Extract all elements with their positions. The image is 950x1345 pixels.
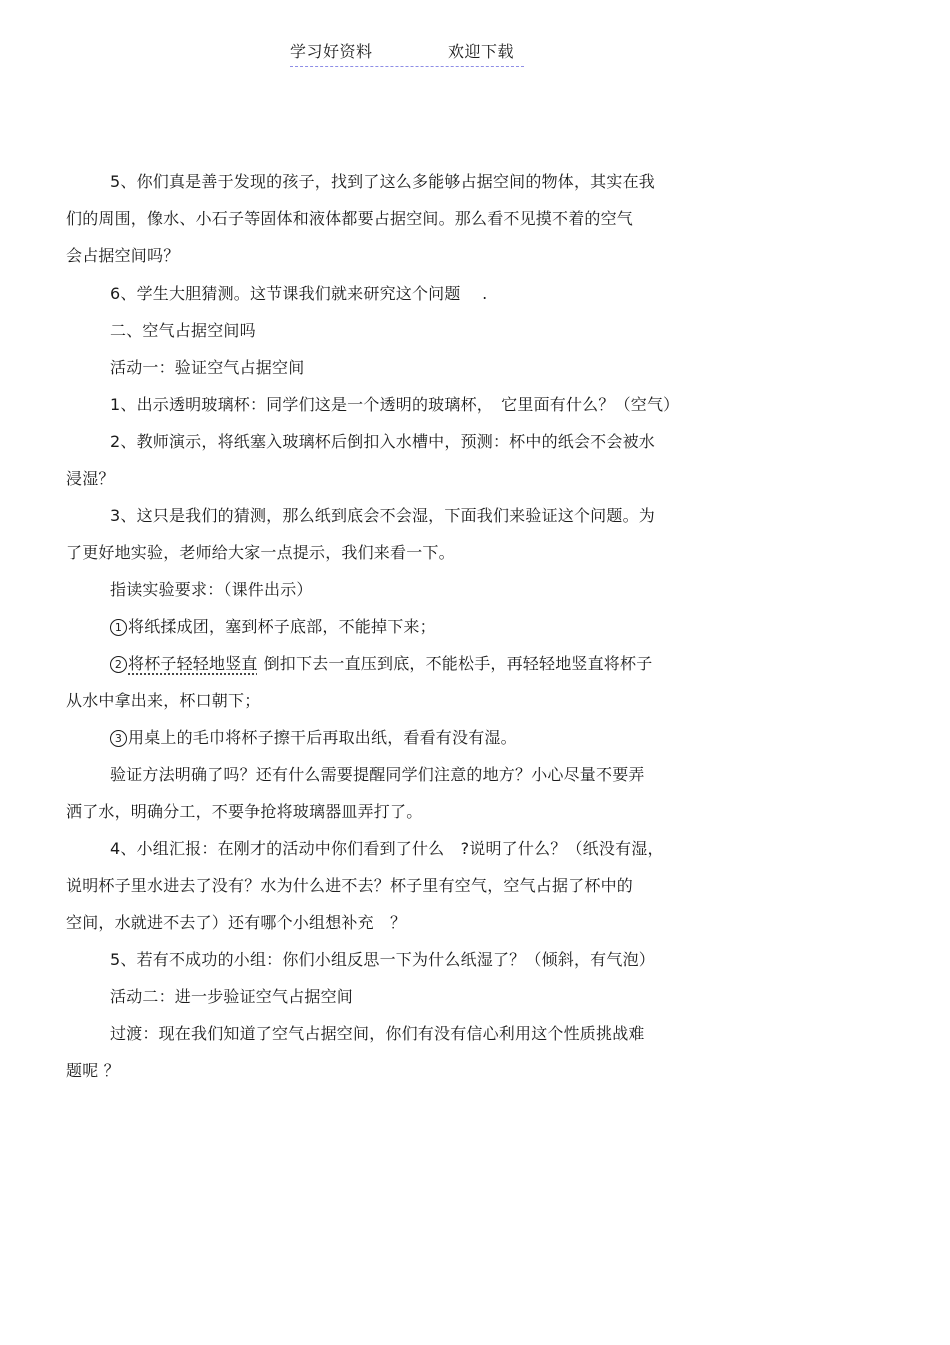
circled-number-marker: 2 — [110, 656, 127, 673]
paragraph-line: 说明杯子里水进去了没有？水为什么进不去？杯子里有空气，空气占据了杯中的 — [66, 876, 634, 895]
paragraph-line: 验证方法明确了吗？还有什么需要提醒同学们注意的地方？小心尽量不要弄 — [110, 765, 645, 784]
paragraph-line: 洒了水，明确分工，不要争抢将玻璃器皿弄打了。 — [66, 802, 423, 821]
paragraph-line: 1、出示透明玻璃杯：同学们这是一个透明的玻璃杯， 它里面有什么？（空气） — [110, 395, 680, 414]
activity-heading: 活动一：验证空气占据空间 — [110, 358, 305, 377]
step-text: 将纸揉成团，塞到杯子底部，不能掉下来； — [128, 617, 436, 636]
header-left-text: 学习好资料 — [290, 42, 373, 61]
step-text: 用桌上的毛巾将杯子擦干后再取出纸，看看有没有湿。 — [128, 728, 517, 747]
step-text-emphasis: 将杯子轻轻地竖直 — [128, 654, 258, 673]
page-header — [290, 40, 524, 67]
paragraph-line: 2、教师演示，将纸塞入玻璃杯后倒扣入水槽中，预测：杯中的纸会不会被水 — [110, 432, 655, 451]
step-text: 倒扣下去一直压到底，不能松手，再轻轻地竖直将杯子 — [263, 654, 653, 673]
circled-number-marker: 3 — [110, 730, 127, 747]
paragraph-line: 3、这只是我们的猜测，那么纸到底会不会湿，下面我们来验证这个问题。为 — [110, 506, 655, 525]
paragraph-line: 了更好地实验，老师给大家一点提示，我们来看一下。 — [66, 543, 455, 562]
paragraph-line: 们的周围，像水、小石子等固体和液体都要占据空间。那么看不见摸不着的空气 — [66, 209, 634, 228]
paragraph-line: 6、学生大胆猜测。这节课我们就来研究这个问题 . — [110, 284, 488, 303]
paragraph-line: 题呢 ？ — [66, 1061, 120, 1080]
step-item — [110, 652, 652, 676]
paragraph-line: 4、小组汇报：在刚才的活动中你们看到了什么 ?说明了什么？（纸没有湿， — [110, 839, 664, 858]
paragraph-line: 会占据空间吗？ — [66, 246, 180, 265]
paragraph-line: 从水中拿出来，杯口朝下； — [66, 691, 261, 710]
circled-number-marker: 1 — [110, 619, 127, 636]
activity-heading: 活动二：进一步验证空气占据空间 — [110, 987, 354, 1006]
paragraph-line: 5、若有不成功的小组：你们小组反思一下为什么纸湿了？（倾斜，有气泡） — [110, 950, 655, 969]
paragraph-line: 指读实验要求：（课件出示） — [110, 580, 313, 599]
header-right-text: 欢迎下载 — [448, 42, 515, 61]
step-item — [110, 726, 517, 750]
paragraph-line: 5、你们真是善于发现的孩子，找到了这么多能够占据空间的物体，其实在我 — [110, 172, 655, 191]
section-heading: 二、空气占据空间吗 — [110, 321, 256, 340]
paragraph-line: 过渡：现在我们知道了空气占据空间，你们有没有信心利用这个性质挑战难 — [110, 1024, 645, 1043]
paragraph-line: 浸湿？ — [66, 469, 115, 488]
paragraph-line: 空间，水就进不去了）还有哪个小组想补充 ？ — [66, 913, 407, 932]
step-item — [110, 615, 436, 639]
